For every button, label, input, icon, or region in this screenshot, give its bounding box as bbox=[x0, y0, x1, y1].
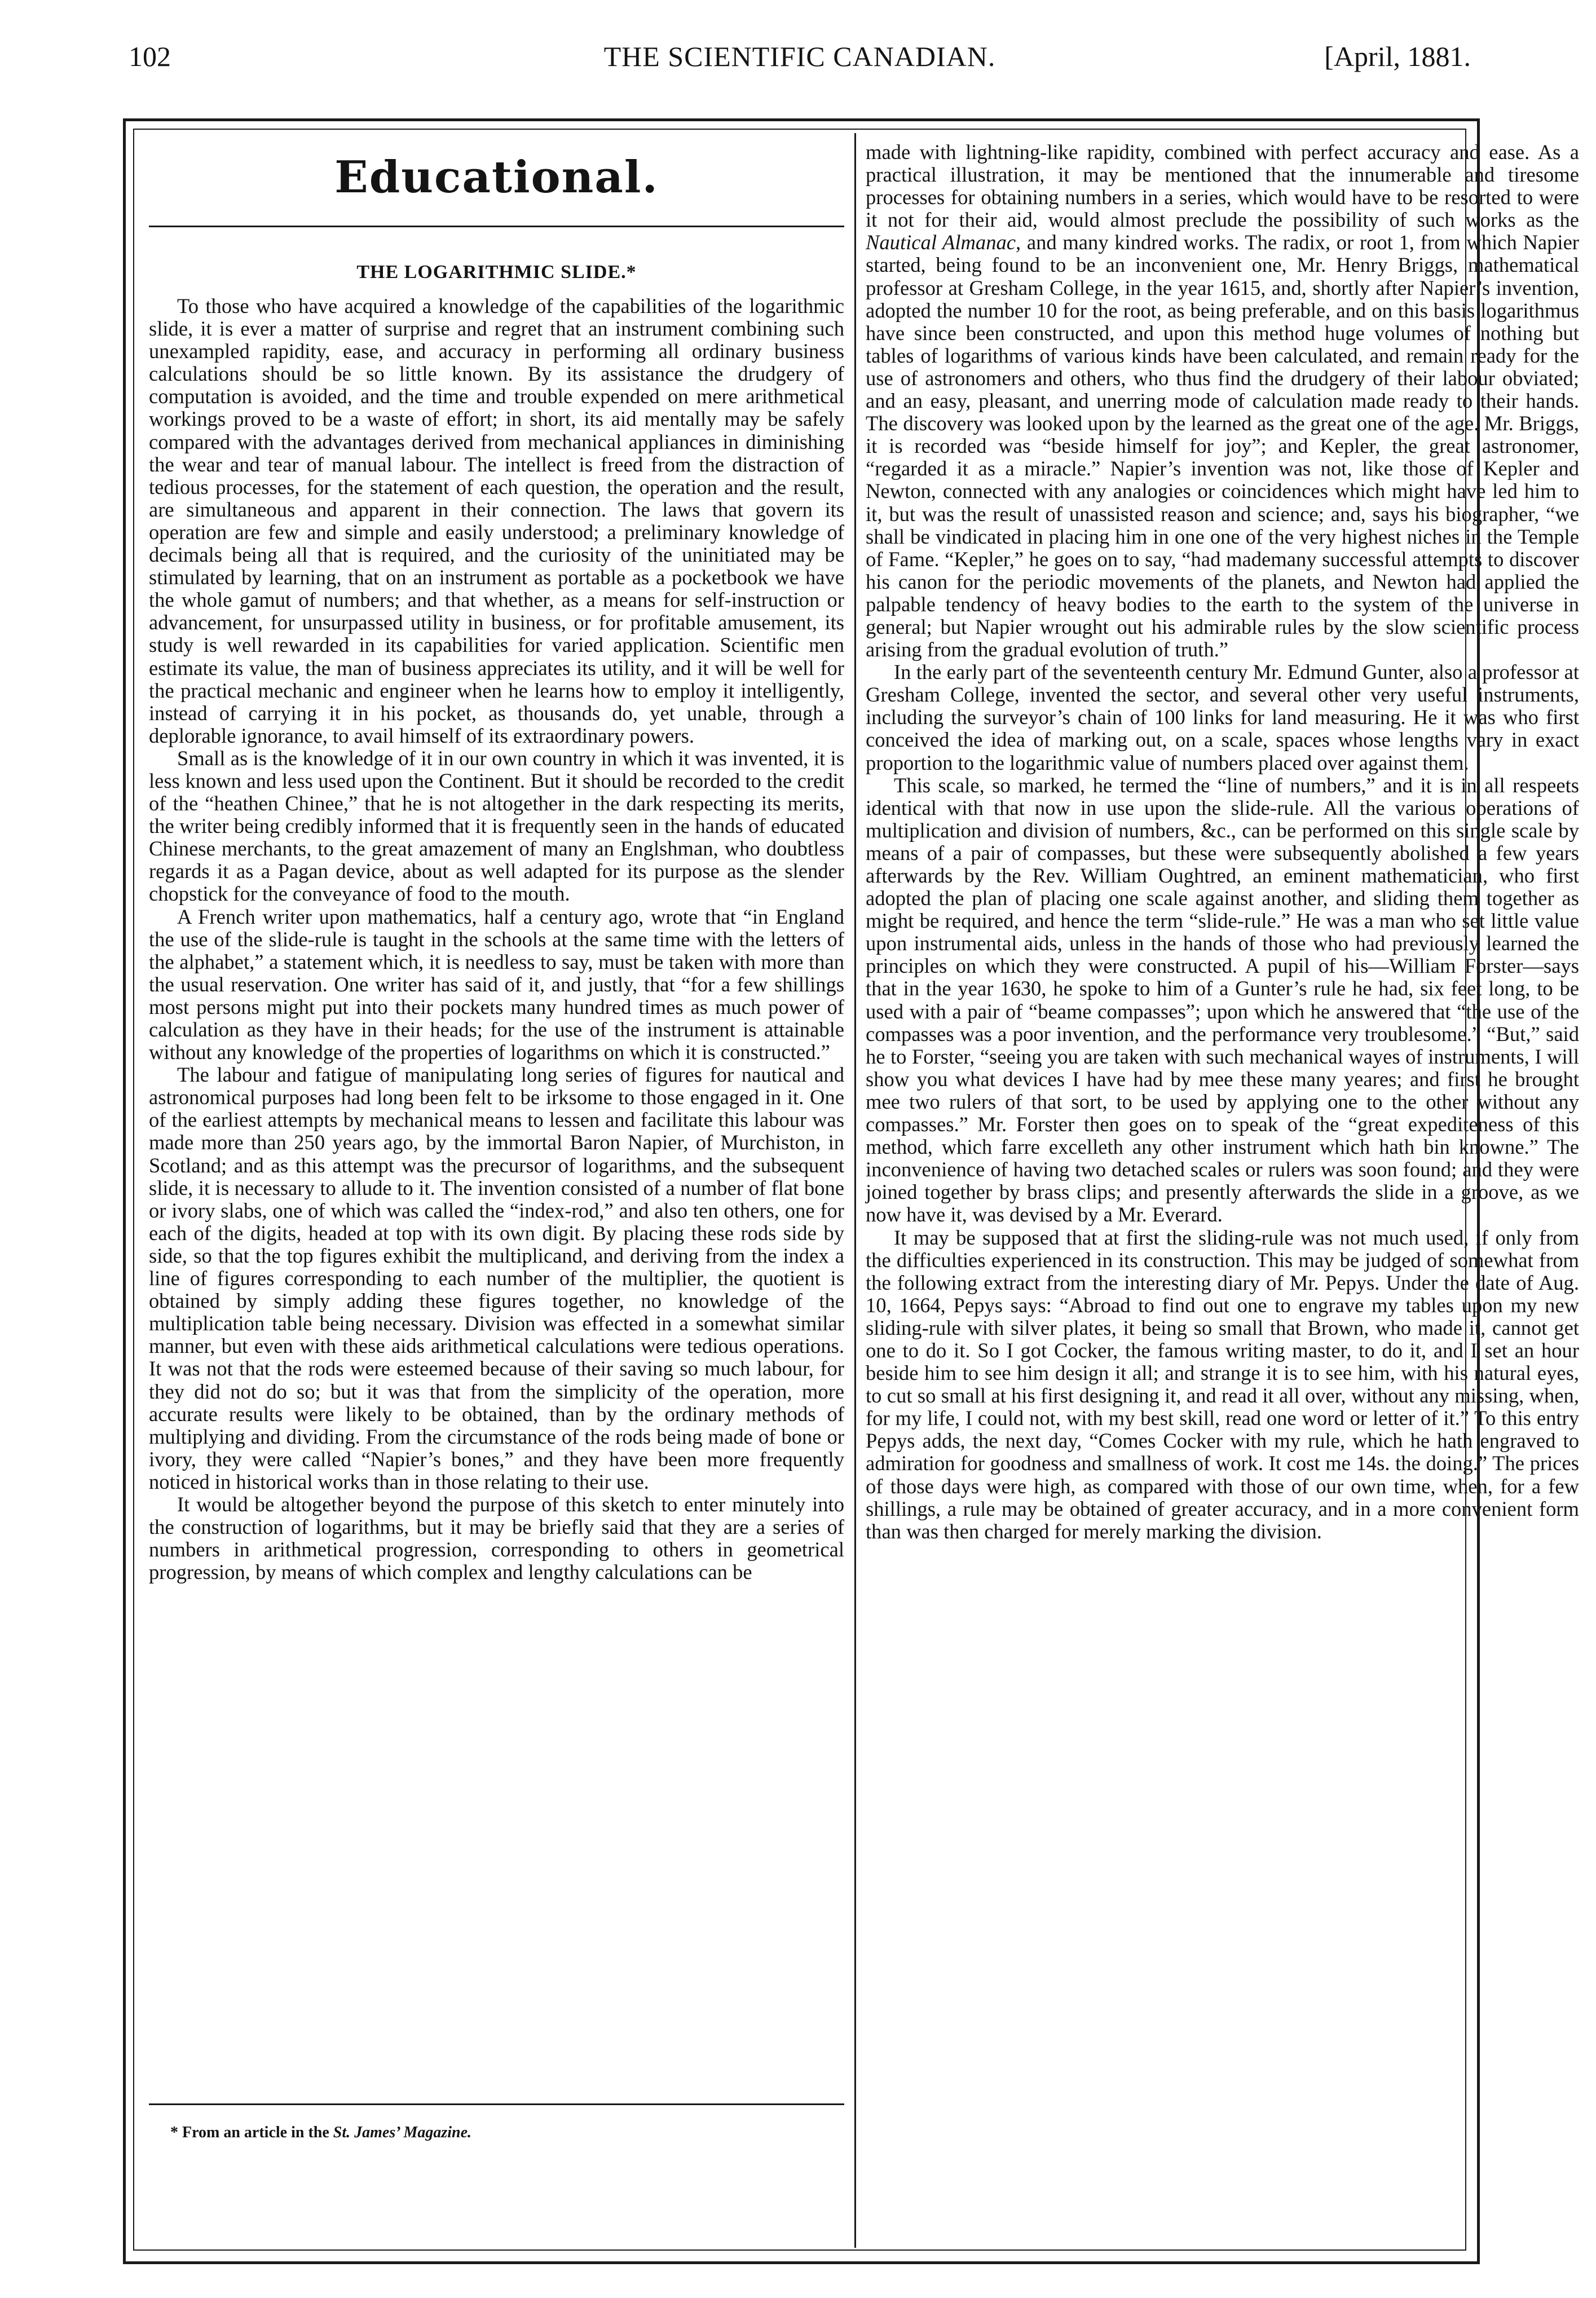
paragraph-continued bbox=[866, 141, 1579, 661]
issue-date: [April, 1881. bbox=[1324, 41, 1471, 72]
paragraph: It may be supposed that at first the sliding-rule was not much used, if only from the difficulties experienced in its construction. This may be judged of somewhat from the following extract from the interesting diary of Mr. Pepys. Under the date of Aug. 10, 1664, Pepys says: “Abroad to find out one to engrave my tables upon my new sliding-rule with silver plates, it being so small that Brown, who made it, cannot get one to do it. So I got Cocker, the famous writing master, to do it, and I set an hour beside him to see him design it all; and strange it is to see him, with his natural eyes, to cut so small at his first designing it, and read it all over, without any missing, when, for my life, I could not, with my best skill, read one word or letter of it.” To this entry Pepys adds, the next day, “Comes Cocker with my rule, which he hath engraved to admiration for goodness and smallness of work. It cost me 14s. the doing.” The prices of those days were high, as compared with those of our own time, when, for a few shillings, a rule may be obtained of greater accuracy, and in a more convenient form than was then charged for merely marking the division. bbox=[866, 1225, 1579, 1543]
footnote-source: St. James’ Magazine. bbox=[333, 2124, 472, 2141]
column-divider bbox=[854, 133, 856, 2248]
paragraph: It would be altogether beyond the purpose of this sketch to enter minutely into the construction of logarithms, but it may be briefly said that they are a series of numbers in arithmetical progression, corresponding to others in geometrical progression, by means of which complex and lengthy calculations can be bbox=[149, 1492, 844, 1584]
paragraph-text: made with lightning-like rapidity, combined with perfect accuracy and ease. As a practical illustration, it may be mentioned that the innumerable and tiresome processes for obtaining numbers in a series, which would have to be resorted to were it not for their aid, would almost preclude the possibility of such works as the bbox=[866, 140, 1579, 232]
paragraph: A French writer upon mathematics, half a century ago, wrote that “in England the use of the slide-rule is taught in the schools at the same time with the letters of the alphabet,” a statement which, it is needless to say, must be taken with more than the usual reservation. One writer has said of it, and justly, that “for a few shillings most persons might put into their pockets many hundred times as much power of calculation as they have in their heads; for the use of the instrument is attainable without any knowledge of the properties of logarithms on which it is constructed.” bbox=[149, 905, 844, 1064]
heading-rule bbox=[149, 226, 844, 227]
right-column bbox=[866, 141, 1579, 1543]
article-title: THE LOGARITHMIC SLIDE.* bbox=[356, 262, 637, 283]
footnote-rule bbox=[149, 2103, 844, 2105]
footnote-text bbox=[149, 2123, 844, 2142]
paragraph-text: and many kindred works. The radix, or root 1, from which Napier started, being found to be an inconvenient one, Mr. Henry Briggs, mathematical professor at Gresham College, in the year 1615, and, shortly after Napier’s invention, adopted the number 10 for the root, as being preferable, and on this basis logarithmus have since been constructed, and upon this method huge volumes of nothing but tables of logarithms of various kinds have been calculated, and remain ready for the use of astronomers and others, who thus find the drudgery of their labour obviated; and an easy, pleasant, and unerring mode of calculation made ready to their hands. The discovery was looked upon by the learned as the great one of the age. Mr. Briggs, it is recorded was “beside himself for joy”; and Kepler, the great astronomer, “regarded it as a miracle.” Napier’s invention was not, like those of Kepler and Newton, connected with any analogies or coincidences which might have led him to it, but was the result of unassisted reason and science; and, says his biographer, “we shall be vindicated in placing him in one one of the very highest niches in the Temple of Fame. “Kepler,” he goes on to say, “had mademany successful attempts to discover his canon for the periodic movements of the planets, and Newton had applied the palpable tendency of heavy bodies to the earth to the system of the universe in general; but Napier wrought out his admirable rules by the slow scientific process arising from the gradual evolution of truth.” bbox=[866, 231, 1579, 661]
journal-title: THE SCIENTIFIC CANADIAN. bbox=[603, 41, 996, 72]
paragraph: To those who have acquired a knowledge of the capabilities of the logarithmic slide, it is ever a matter of surprise and regret that an instrument combining such unexampled rapidity, ease, and accuracy in performing all ordinary business calculations should be so little known. By its assistance the drudgery of computation is avoided, and the time and trouble expended on mere arithmetical workings proved to be a waste of effort; in short, its aid mentally may be safely compared with the advantages derived from mechanical appliances in diminishing the wear and tear of manual labour. The intellect is freed from the distraction of tedious processes, for the statement of each question, the operation and the result, are simultaneous and apparent in their connection. The laws that govern its operation are few and simple and easily understood; a preliminary knowledge of decimals being all that is required, and the curiosity of the uninitiated may be stimulated by learning, that on an instrument as portable as a pocketbook we have the whole gamut of numbers; and that whether, as a means for self-instruction or advancement, for unsurpassed utility in business, or for profitable amusement, its study is well rewarded in its capabilities for varied application. Scientific men estimate its value, the man of business appreciates its utility, and it will be well for the practical mechanic and engineer when he learns how to employ it intelligently, instead of carrying it in his pocket, as thousands do, yet unable, through a deplorable ignorance, to avail himself of its extraordinary powers. bbox=[149, 294, 844, 747]
running-head bbox=[129, 34, 1471, 85]
paragraph: The labour and fatigue of manipulating long series of figures for nautical and astronomical purposes had long been felt to be irksome to those engaged in it. One of the earliest attempts by mechanical means to lessen and facilitate this labour was made more than 250 years ago, by the immortal Baron Napier, of Murchiston, in Scotland; and as this attempt was the precursor of logarithms, and the subsequent slide, it is necessary to allude to it. The invention consisted of a number of flat bone or ivory slabs, one of which was called the “index-rod,” and also ten others, one for each of the digits, headed at top with its own digit. By placing these rods side by side, so that the top figures exhibit the multiplicand, and deriving from the index a line of figures corresponding to each number of the multiplier, the quotient is obtained by simply adding these figures together, no knowledge of the multiplication table being necessary. Division was effected in a somewhat similar manner, but even with these aids arithmetical calculations were tedious operations. It was not that the rods were esteemed because of their saving so much labour, for they did not do so; but it was that from the simplicity of the operation, more accurate results were likely to be obtained, than by the ordinary methods of multiplying and dividing. From the circumstance of the rods being made of bone or ivory, they were called “Napier’s bones,” and they have been more frequently noticed in historical works than in those relating to their use. bbox=[149, 1063, 844, 1493]
footnote-lead: * From an article in the bbox=[170, 2124, 333, 2141]
paragraph: This scale, so marked, he termed the “line of numbers,” and it is in all respeets identical with that now in use upon the slide-rule. All the various operations of multiplication and division of numbers, &c., can be performed on this single scale by means of a pair of compasses, but these were subsequently abolished a few years afterwards by the Rev. William Oughtred, an eminent mathematician, who first adopted the plan of placing one scale against another, and sliding them together as might be required, and hence the term “slide-rule.” He was a man who set little value upon instrumental aids, unless in the hands of those who had previously learned the principles on which they were constructed. A pupil of his—William Forster—says that in the year 1630, he spoke to him of a Gunter’s rule he had, six feet long, to be used with a pair of “beame compasses”; upon which he answered that “the use of the compasses was a poor invention, and the performance very troublesome.” “But,” said he to Forster, “seeing you are taken with such mechanical wayes of instruments, I will show you what devices I have had by mee these many yeares; and first he brought mee two rulers of that sort, to be used by applying one to the other without any compasses.” Mr. Forster then goes on to speak of the “great expediteness of this method, which farre excelleth any other instrument which hath bin knowne.” The inconvenience of having two detached scales or rulers was soon found; and they were joined together by brass clips; and presently afterwards the slide in a groove, as we now have it, was devised by a Mr. Everard. bbox=[866, 773, 1579, 1227]
italic-title: Nautical Almanac, bbox=[866, 231, 1021, 254]
left-column bbox=[149, 141, 844, 1584]
page-number: 102 bbox=[129, 41, 171, 72]
section-heading: Educational. bbox=[334, 152, 659, 203]
paragraph: Small as is the knowledge of it in our own country in which it was invented, it is less known and less used upon the Continent. But it should be recorded to the credit of the “heathen Chinee,” that he is not altogether in the dark respecting its merits, the writer being credibly informed that it is frequently seen in the hands of educated Chinese merchants, to the great amazement of many an Englshman, who doubtless regards it as a Pagan device, about as well adapted for its purpose as the slender chopstick for the conveyance of food to the mouth. bbox=[149, 746, 844, 906]
paragraph: In the early part of the seventeenth century Mr. Edmund Gunter, also a professor at Gresham College, invented the sector, and several other very useful instruments, including the surveyor’s chain of 100 links for land measuring. He it was who first conceived the idea of marking out, on a scale, spaces whose lengths vary in exact proportion to the logarithmic value of numbers placed over against them. bbox=[866, 660, 1579, 774]
footnote bbox=[149, 2103, 844, 2142]
